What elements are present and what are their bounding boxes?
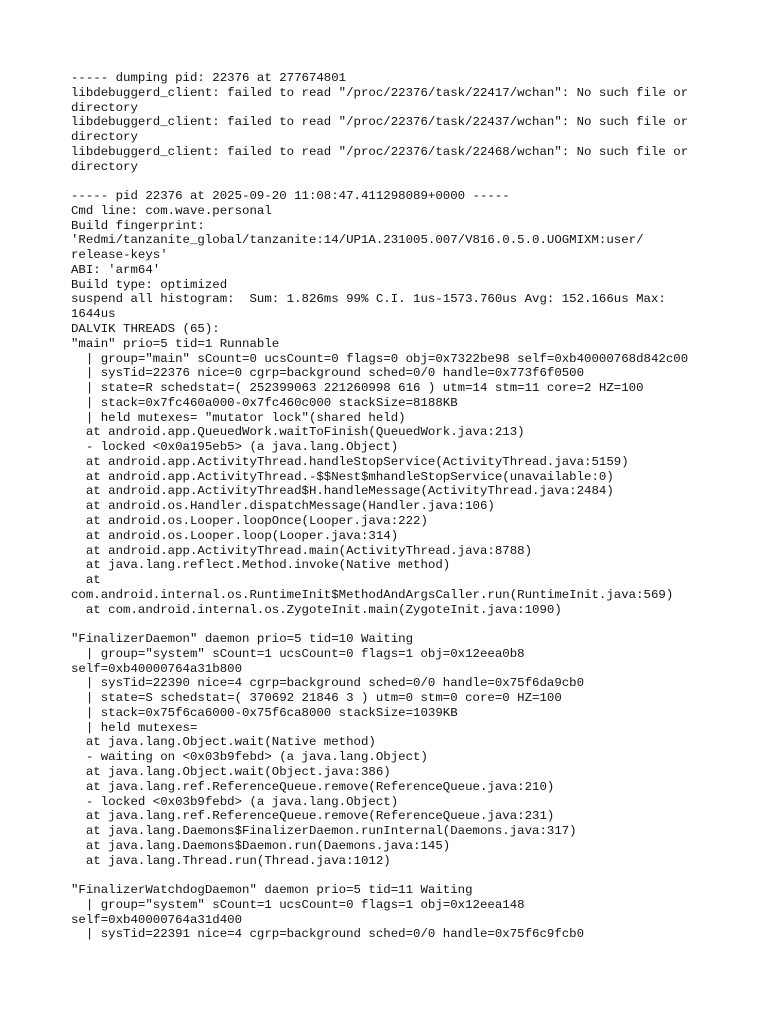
- thread-line: | held mutexes=: [71, 720, 198, 735]
- dump-header-line: directory: [71, 130, 138, 145]
- thread-line: at android.app.QueuedWork.waitToFinish(QueuedWork.java:213): [71, 425, 525, 440]
- blank-line: [71, 617, 711, 632]
- thread-line: | stack=0x7fc460a000-0x7fc460c000 stackSize=8188KB: [71, 395, 458, 410]
- thread-line: | group="system" sCount=1 ucsCount=0 flags=1 obj=0x12eea0b8: [71, 646, 525, 661]
- thread-line: "FinalizerDaemon" daemon prio=5 tid=10 Waiting: [71, 632, 414, 647]
- process-info-line: ABI: 'arm64': [71, 262, 161, 277]
- dump-header-block: [71, 71, 711, 174]
- thread-line: at android.os.Looper.loop(Looper.java:314): [71, 528, 399, 543]
- thread-line: at java.lang.Daemons$Daemon.run(Daemons.java:145): [71, 838, 451, 853]
- process-info-block: [71, 189, 711, 337]
- dump-header-line: directory: [71, 100, 138, 115]
- thread-line: self=0xb40000764a31d400: [71, 912, 243, 927]
- dump-header-line: libdebuggerd_client: failed to read "/proc/22376/task/22468/wchan": No such file or: [71, 144, 689, 159]
- dump-header-line: ----- dumping pid: 22376 at 277674801: [71, 71, 347, 85]
- thread-line: com.android.internal.os.RuntimeInit$MethodAndArgsCaller.run(RuntimeInit.java:569): [71, 587, 674, 602]
- dump-header-line: libdebuggerd_client: failed to read "/proc/22376/task/22437/wchan": No such file or: [71, 115, 689, 130]
- process-info-line: suspend all histogram: Sum: 1.826ms 99% C.I. 1us-1573.760us Avg: 152.166us Max:: [71, 292, 666, 307]
- thread-finalizer-watchdog-block: [71, 883, 711, 942]
- blank-line: [71, 868, 711, 883]
- dump-header-line: libdebuggerd_client: failed to read "/proc/22376/task/22417/wchan": No such file or: [71, 85, 689, 100]
- thread-line: at java.lang.Object.wait(Native method): [71, 735, 376, 750]
- thread-line: at android.app.ActivityThread$H.handleMessage(ActivityThread.java:2484): [71, 484, 614, 499]
- thread-line: - waiting on <0x03b9febd> (a java.lang.Object): [71, 750, 428, 765]
- thread-line: at java.lang.reflect.Method.invoke(Native method): [71, 558, 451, 573]
- thread-line: self=0xb40000764a31b800: [71, 661, 243, 676]
- thread-line: at android.app.ActivityThread.main(ActivityThread.java:8788): [71, 543, 533, 558]
- thread-line: | held mutexes= "mutator lock"(shared held): [71, 410, 406, 425]
- process-info-line: 1644us: [71, 307, 116, 322]
- thread-line: | stack=0x75f6ca6000-0x75f6ca8000 stackSize=1039KB: [71, 705, 458, 720]
- thread-line: at java.lang.Thread.run(Thread.java:1012): [71, 853, 391, 868]
- process-info-line: Cmd line: com.wave.personal: [71, 203, 272, 218]
- thread-line: at java.lang.Object.wait(Object.java:386): [71, 764, 391, 779]
- process-info-line: Build type: optimized: [71, 277, 228, 292]
- thread-line: at android.os.Looper.loopOnce(Looper.java:222): [71, 513, 428, 528]
- thread-line: | group="system" sCount=1 ucsCount=0 flags=1 obj=0x12eea148: [71, 897, 525, 912]
- thread-line: at android.os.Handler.dispatchMessage(Handler.java:106): [71, 499, 495, 514]
- thread-line: | group="main" sCount=0 ucsCount=0 flags=0 obj=0x7322be98 self=0xb40000768d842c00: [71, 351, 689, 366]
- process-info-line: release-keys': [71, 248, 168, 263]
- thread-line: at: [71, 573, 101, 588]
- process-info-line: Build fingerprint:: [71, 218, 205, 233]
- thread-line: | state=S schedstat=( 370692 21846 3 ) utm=0 stm=0 core=0 HZ=100: [71, 691, 562, 706]
- thread-line: "main" prio=5 tid=1 Runnable: [71, 336, 280, 351]
- thread-line: | state=R schedstat=( 252399063 221260998 616 ) utm=14 stm=11 core=2 HZ=100: [71, 381, 644, 396]
- thread-finalizer-daemon-block: [71, 632, 711, 868]
- thread-line: | sysTid=22390 nice=4 cgrp=background sched=0/0 handle=0x75f6da9cb0: [71, 676, 585, 691]
- thread-line: at android.app.ActivityThread.handleStopService(ActivityThread.java:5159): [71, 454, 629, 469]
- thread-line: at java.lang.ref.ReferenceQueue.remove(ReferenceQueue.java:231): [71, 809, 555, 824]
- dump-header-line: directory: [71, 159, 138, 174]
- process-info-line: ----- pid 22376 at 2025-09-20 11:08:47.411298089+0000 -----: [71, 189, 510, 204]
- trace-document: [71, 71, 711, 942]
- thread-main-block: [71, 337, 711, 618]
- thread-line: | sysTid=22391 nice=4 cgrp=background sched=0/0 handle=0x75f6c9fcb0: [71, 927, 585, 942]
- thread-line: at android.app.ActivityThread.-$$Nest$mhandleStopService(unavailable:0): [71, 469, 614, 484]
- thread-line: - locked <0x03b9febd> (a java.lang.Object): [71, 794, 399, 809]
- blank-line: [71, 174, 711, 189]
- thread-line: - locked <0x0a195eb5> (a java.lang.Object): [71, 440, 399, 455]
- thread-line: at com.android.internal.os.ZygoteInit.main(ZygoteInit.java:1090): [71, 602, 562, 617]
- thread-line: | sysTid=22376 nice=0 cgrp=background sched=0/0 handle=0x773f6f0500: [71, 366, 585, 381]
- thread-line: at java.lang.Daemons$FinalizerDaemon.runInternal(Daemons.java:317): [71, 824, 577, 839]
- process-info-line: 'Redmi/tanzanite_global/tanzanite:14/UP1A.231005.007/V816.0.5.0.UOGMIXM:user/: [71, 233, 644, 248]
- thread-line: at java.lang.ref.ReferenceQueue.remove(ReferenceQueue.java:210): [71, 779, 555, 794]
- process-info-line: DALVIK THREADS (65):: [71, 322, 220, 337]
- thread-line: "FinalizerWatchdogDaemon" daemon prio=5 tid=11 Waiting: [71, 883, 473, 898]
